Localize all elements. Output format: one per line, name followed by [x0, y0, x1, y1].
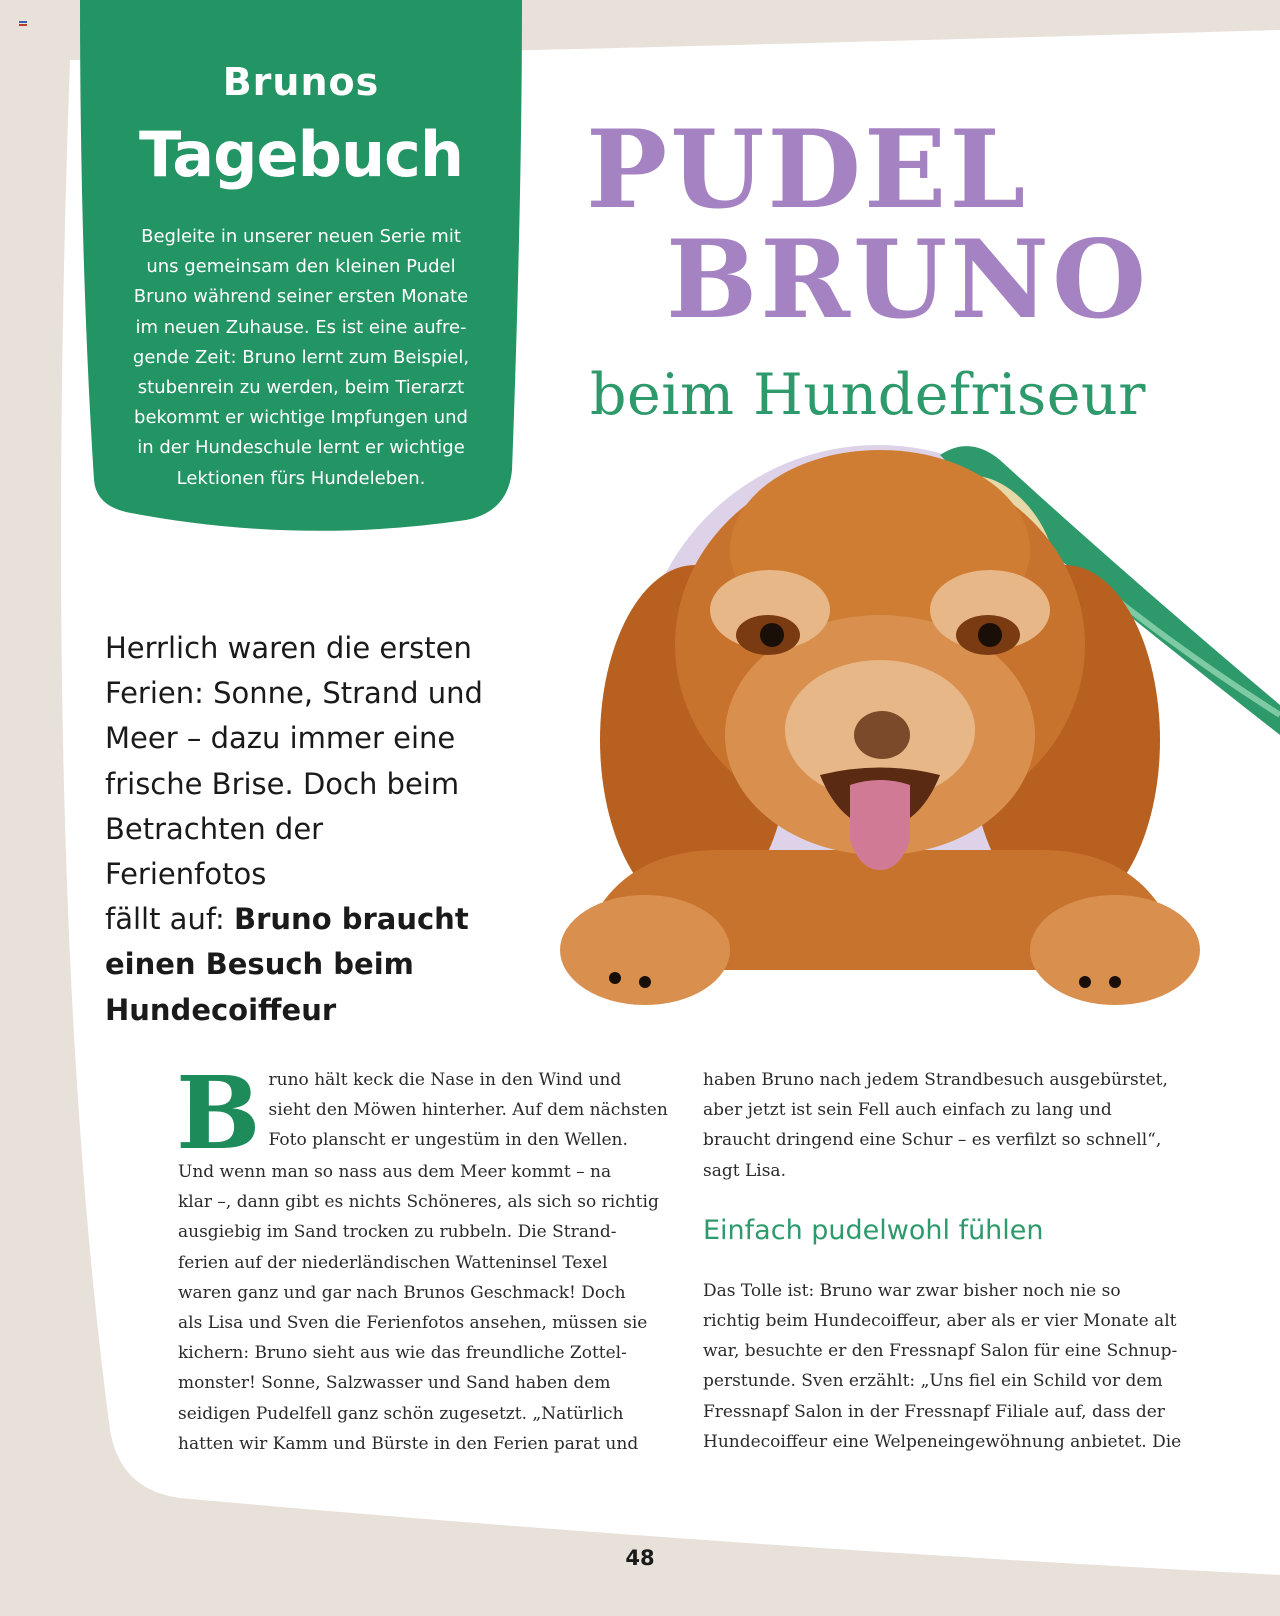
- lead-plain: fällt auf:: [105, 902, 234, 937]
- lead-bold: Bruno braucht: [234, 902, 469, 937]
- body-line: Fressnapf Salon in der Fressnapf Filiale auf, dass der: [703, 1401, 1165, 1422]
- headline-subtitle: beim Hundefriseur: [590, 362, 1146, 428]
- diary-intro: [126, 222, 476, 494]
- lead-line: [105, 988, 490, 1033]
- body-line: braucht dringend eine Schur – es verfilzt so schnell“,: [703, 1130, 1162, 1151]
- body-line: hatten wir Kamm und Bürste in den Ferien parat und: [178, 1433, 639, 1454]
- body-line: klar –, dann gibt es nichts Schöneres, als sich so richtig: [178, 1192, 659, 1213]
- body-column-2: [703, 1065, 1193, 1457]
- intro-line: in der Hundeschule lernt er wichtige: [137, 437, 465, 459]
- lead-line: frische Brise. Doch beim: [105, 766, 460, 801]
- body-line: kichern: Bruno sieht aus wie das freundliche Zottel-: [178, 1343, 627, 1364]
- body-column-1: [176, 1054, 673, 1459]
- lead-line: Herrlich waren die ersten: [105, 631, 472, 665]
- lead-bold: einen Besuch beim: [105, 947, 414, 982]
- corner-mark: [19, 21, 27, 27]
- lead-bold: Hundecoiffeur: [105, 992, 337, 1027]
- body-line: Foto planscht er ungestüm in den Wellen.: [268, 1130, 628, 1151]
- body-line: Das Tolle ist: Bruno war zwar bisher noch nie so: [703, 1280, 1121, 1301]
- left-eye: [760, 623, 784, 647]
- intro-line: Bruno während seiner ersten Monate: [133, 286, 469, 308]
- diary-box: [76, 0, 526, 540]
- body-line: sagt Lisa.: [703, 1160, 786, 1181]
- lead-line: Ferien: Sonne, Strand und: [105, 676, 483, 711]
- drop-cap: B: [176, 1054, 261, 1172]
- body-line: haben Bruno nach jedem Strandbesuch ausgebürstet,: [703, 1070, 1168, 1090]
- left-paw: [560, 895, 730, 1005]
- intro-line: uns gemeinsam den kleinen Pudel: [146, 256, 456, 278]
- body-line: perstunde. Sven erzählt: „Uns fiel ein Schild vor dem: [703, 1371, 1163, 1392]
- intro-line: Begleite in unserer neuen Serie mit: [141, 226, 461, 247]
- body-line: war, besuchte er den Fressnapf Salon für eine Schnup-: [703, 1341, 1178, 1362]
- body-line: monster! Sonne, Salzwasser und Sand haben dem: [178, 1373, 611, 1394]
- lead-line: Betrachten der Ferienfotos: [105, 811, 324, 892]
- body-line: ausgiebig im Sand trocken zu rubbeln. Die Strand-: [178, 1222, 617, 1243]
- intro-line: im neuen Zuhause. Es ist eine aufre-: [135, 316, 467, 338]
- body-line: sieht den Möwen hinterher. Auf dem nächsten: [268, 1100, 668, 1121]
- body-line: runo hält keck die Nase in den Wind und: [268, 1070, 622, 1090]
- right-eye: [978, 623, 1002, 647]
- page-number: 48: [625, 1546, 655, 1570]
- body-line: als Lisa und Sven die Ferienfotos ansehen, müssen sie: [178, 1313, 648, 1334]
- poodle-illustration: [520, 430, 1280, 1010]
- body-line: seidigen Pudelfell ganz schön zugesetzt. „Natürlich: [178, 1403, 624, 1424]
- body-line: aber jetzt ist sein Fell auch einfach zu lang und: [703, 1100, 1112, 1121]
- diary-kicker: Brunos: [222, 60, 380, 104]
- intro-line: Lektionen fürs Hundeleben.: [176, 467, 426, 489]
- body-line: Hundecoiffeur eine Welpeneingewöhnung anbietet. Die: [703, 1431, 1182, 1452]
- right-paw: [1030, 895, 1200, 1005]
- intro-line: bekommt er wichtige Impfungen und: [134, 407, 468, 429]
- headline-line-1: PUDEL: [586, 107, 1029, 233]
- tongue: [850, 780, 910, 870]
- body-line: ferien auf der niederländischen Watteninsel Texel: [178, 1252, 608, 1273]
- lead-line: [105, 897, 490, 942]
- lead-line: [105, 942, 490, 987]
- body-line: richtig beim Hundecoiffeur, aber als er vier Monate alt: [703, 1311, 1177, 1332]
- lead-paragraph: [105, 626, 490, 1033]
- nose: [854, 711, 910, 759]
- body-line: Und wenn man so nass aus dem Meer kommt – na: [178, 1162, 612, 1182]
- body-line: waren ganz und gar nach Brunos Geschmack! Doch: [178, 1282, 626, 1303]
- intro-line: gende Zeit: Bruno lernt zum Beispiel,: [132, 346, 470, 368]
- headline-line-2: BRUNO: [666, 217, 1150, 343]
- section-subheading: Einfach pudelwohl fühlen: [703, 1214, 1044, 1246]
- intro-line: stubenrein zu werden, beim Tierarzt: [137, 377, 465, 399]
- lead-line: Meer – dazu immer eine: [105, 721, 456, 756]
- diary-title: Tagebuch: [139, 118, 463, 191]
